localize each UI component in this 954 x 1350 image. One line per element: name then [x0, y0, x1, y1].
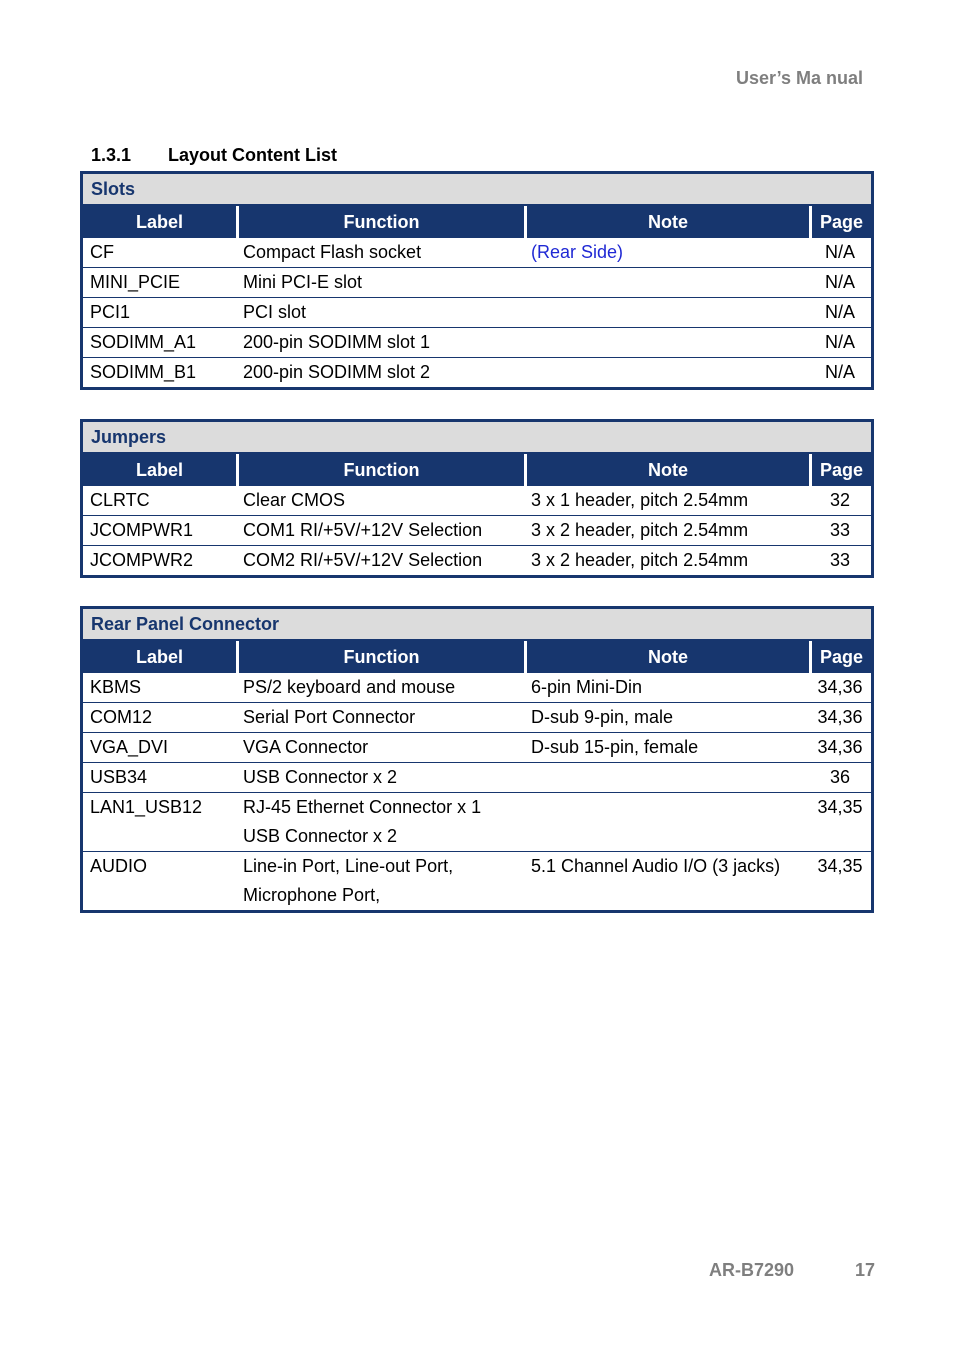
table-row — [83, 673, 871, 702]
table-row — [83, 792, 871, 851]
cell-note: (Rear Side) — [531, 242, 624, 262]
slots-table-body — [83, 238, 871, 387]
cell-function: VGA Connector — [243, 737, 369, 757]
cell-function-line: Microphone Port, — [243, 885, 381, 905]
cell-page: 34,35 — [817, 856, 863, 876]
cell-page: 34,36 — [817, 737, 863, 757]
slots-table-header — [83, 206, 871, 238]
cell-label: SODIMM_B1 — [90, 362, 197, 382]
cell-note — [524, 763, 809, 792]
cell-function: 200-pin SODIMM slot 1 — [243, 332, 431, 352]
cell-note: 3 x 2 header, pitch 2.54mm — [531, 550, 749, 570]
cell-label: VGA_DVI — [90, 737, 169, 757]
cell-note: 3 x 1 header, pitch 2.54mm — [531, 490, 749, 510]
jumpers-table-header — [83, 454, 871, 486]
cell-page: 32 — [829, 490, 851, 510]
footer-model: AR-B7290 — [709, 1260, 795, 1280]
rear-panel-table-body — [83, 673, 871, 910]
cell-function: PS/2 keyboard and mouse — [243, 677, 456, 697]
section-heading — [91, 145, 337, 166]
cell-note — [524, 298, 809, 327]
cell-note: 3 x 2 header, pitch 2.54mm — [531, 520, 749, 540]
cell-label: LAN1_USB12 — [90, 797, 203, 817]
cell-label: USB34 — [90, 767, 148, 787]
cell-function: USB Connector x 2 — [243, 767, 398, 787]
cell-function: PCI slot — [243, 302, 307, 322]
cell-page: N/A — [824, 362, 855, 382]
table-row — [83, 851, 871, 910]
column-header-page: Page — [809, 454, 871, 486]
column-header-label: Label — [135, 212, 183, 232]
table-row — [83, 486, 871, 515]
slots-table-title: Slots — [83, 174, 871, 206]
cell-note: D-sub 9-pin, male — [531, 707, 674, 727]
rear-panel-table — [80, 606, 874, 913]
table-row — [83, 515, 871, 545]
cell-page: N/A — [824, 302, 855, 322]
cell-function: 200-pin SODIMM slot 2 — [243, 362, 431, 382]
table-row — [83, 545, 871, 575]
rear-panel-table-header — [83, 641, 871, 673]
cell-function: Clear CMOS — [243, 490, 346, 510]
column-header-page: Page — [809, 641, 871, 673]
cell-function-line: RJ-45 Ethernet Connector x 1 — [243, 797, 482, 817]
cell-note — [524, 328, 809, 357]
cell-function — [236, 793, 524, 851]
cell-page: 34,36 — [817, 677, 863, 697]
table-row — [83, 297, 871, 327]
cell-label: SODIMM_A1 — [90, 332, 197, 352]
cell-label: PCI1 — [90, 302, 131, 322]
cell-label: AUDIO — [90, 856, 148, 876]
jumpers-table — [80, 419, 874, 578]
column-header-label: Label — [135, 647, 183, 667]
cell-page: 33 — [829, 550, 851, 570]
cell-note: 6-pin Mini-Din — [531, 677, 643, 697]
table-row — [83, 327, 871, 357]
cell-label: CLRTC — [90, 490, 150, 510]
column-header-page: Page — [809, 206, 871, 238]
cell-note — [524, 268, 809, 297]
cell-page: 34,36 — [817, 707, 863, 727]
cell-label: JCOMPWR2 — [90, 550, 193, 570]
cell-note — [524, 793, 809, 851]
column-header-note: Note — [524, 206, 809, 238]
jumpers-table-body — [83, 486, 871, 575]
cell-function: Mini PCI-E slot — [243, 272, 363, 292]
cell-page: 36 — [829, 767, 851, 787]
cell-function: Serial Port Connector — [243, 707, 416, 727]
column-header-note: Note — [524, 454, 809, 486]
column-header-note: Note — [524, 641, 809, 673]
document-header: User’s Ma nual — [735, 68, 863, 88]
cell-note — [524, 358, 809, 387]
column-header-function: Function — [236, 206, 524, 238]
cell-function: Compact Flash socket — [243, 242, 422, 262]
section-title-text: Layout Content List — [168, 145, 337, 165]
cell-page: N/A — [824, 272, 855, 292]
rear-panel-table-title: Rear Panel Connector — [83, 609, 871, 641]
cell-label: COM12 — [90, 707, 153, 727]
cell-note: 5.1 Channel Audio I/O (3 jacks) — [531, 856, 781, 876]
cell-label: JCOMPWR1 — [90, 520, 193, 540]
section-number: 1.3.1 — [91, 145, 132, 165]
cell-label: KBMS — [90, 677, 142, 697]
column-header-label: Label — [135, 460, 183, 480]
cell-function — [236, 852, 524, 910]
cell-function: COM2 RI/+5V/+12V Selection — [243, 550, 483, 570]
cell-page: N/A — [824, 332, 855, 352]
cell-page: N/A — [824, 242, 855, 262]
column-header-function: Function — [236, 454, 524, 486]
slots-table — [80, 171, 874, 390]
footer-page-number: 17 — [855, 1260, 876, 1280]
cell-function-line: Line-in Port, Line-out Port, — [243, 856, 454, 876]
jumpers-table-title: Jumpers — [83, 422, 871, 454]
column-header-function: Function — [236, 641, 524, 673]
table-row — [83, 762, 871, 792]
cell-page: 34,35 — [817, 797, 863, 817]
cell-note: D-sub 15-pin, female — [531, 737, 699, 757]
table-row — [83, 238, 871, 267]
table-row — [83, 702, 871, 732]
cell-label: MINI_PCIE — [90, 272, 181, 292]
cell-page: 33 — [829, 520, 851, 540]
table-row — [83, 357, 871, 387]
cell-function-line: USB Connector x 2 — [243, 826, 398, 846]
cell-label: CF — [90, 242, 114, 262]
cell-function: COM1 RI/+5V/+12V Selection — [243, 520, 483, 540]
table-row — [83, 732, 871, 762]
table-row — [83, 267, 871, 297]
